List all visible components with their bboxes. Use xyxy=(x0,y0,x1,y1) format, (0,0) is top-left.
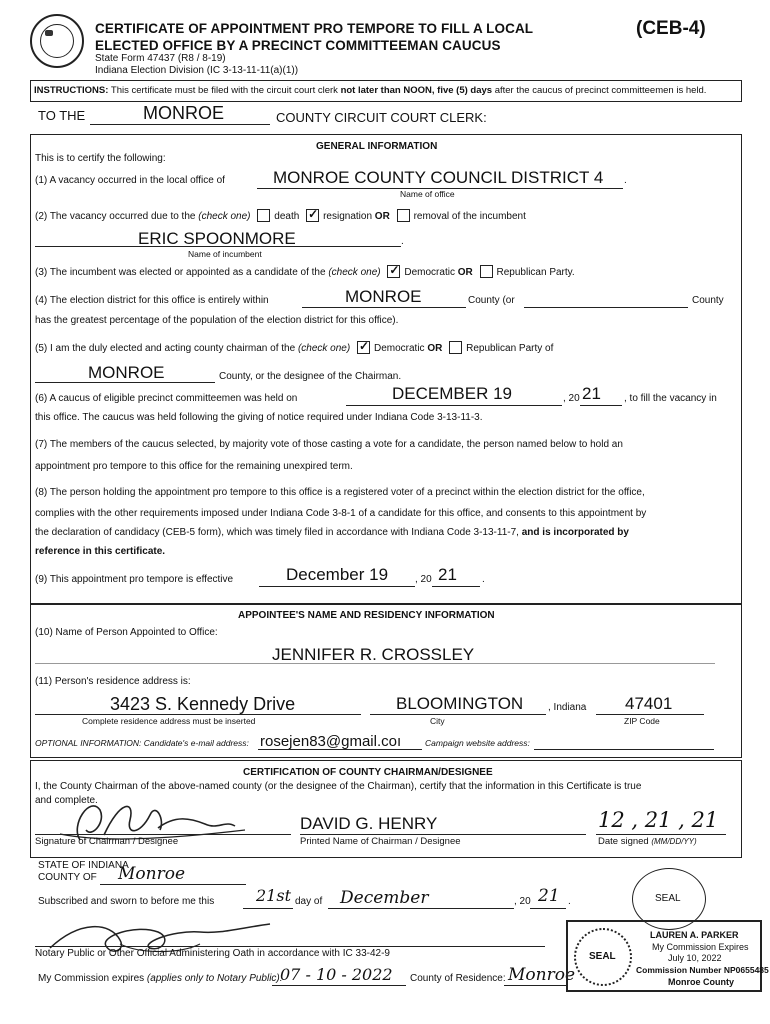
item8-line-4: reference in this certificate. xyxy=(35,546,166,557)
sworn-day: 21st xyxy=(256,886,291,905)
item9-label: (9) This appointment pro tempore is effective xyxy=(35,574,234,585)
date-signed-caption xyxy=(598,836,697,847)
sworn-day-underline xyxy=(243,908,293,909)
death-checkbox[interactable] xyxy=(257,209,270,222)
notary-stamp xyxy=(566,920,769,992)
general-heading: GENERAL INFORMATION xyxy=(316,141,438,152)
stamp-seal-text: SEAL xyxy=(589,951,616,962)
state-seal-logo xyxy=(30,14,84,68)
effective-date: December 19 xyxy=(286,565,389,584)
item8-line-3 xyxy=(35,527,629,538)
item4-label: (4) The election district for this office is entirely within xyxy=(35,295,269,306)
item8-line-1: (8) The person holding the appointment pro tempore to this office is a registered voter of a precinct within the election district for the office, xyxy=(35,487,645,498)
removal-checkbox[interactable] xyxy=(397,209,410,222)
death-option: death xyxy=(274,211,300,223)
appointee-name: JENNIFER R. CROSSLEY xyxy=(272,645,475,664)
optional-info-label: OPTIONAL INFORMATION: Candidate's e-mail address: xyxy=(35,738,249,748)
commission-date-underline xyxy=(272,985,406,986)
addressee-county: MONROE xyxy=(143,103,224,123)
notary-state: STATE OF INDIANA xyxy=(38,860,129,871)
item5-row xyxy=(35,342,553,355)
website-underline xyxy=(534,749,714,750)
sworn-month-underline xyxy=(328,908,514,909)
stamp-commission-number: Commission Number NP0655485 xyxy=(636,965,769,975)
effective-year-prefix: , 20 xyxy=(415,574,432,585)
item5-or: OR xyxy=(427,343,443,355)
county-word: County xyxy=(692,295,724,306)
item1-period: . xyxy=(624,175,627,186)
printed-name-caption: Printed Name of Chairman / Designee xyxy=(300,836,461,847)
item3-republican-checkbox[interactable] xyxy=(480,265,493,278)
removal-option: removal of the incumbent xyxy=(413,211,526,223)
item5-check-one: (check one) xyxy=(297,343,351,355)
incumbent-name: ERIC SPOONMORE xyxy=(138,229,296,248)
resignation-option: resignation xyxy=(323,211,373,223)
date-format: (MM/DD/YY) xyxy=(651,837,697,846)
city: BLOOMINGTON xyxy=(396,694,524,713)
sworn-year-underline xyxy=(530,908,566,909)
alt-county-underline xyxy=(524,307,688,308)
item8-line-2: complies with the other requirements imposed under Indiana Code 3-8-1 of a candidate for this office, and consents to this appointment by xyxy=(35,508,647,519)
form-title-line-1: CERTIFICATE OF APPOINTMENT PRO TEMPORE TO FILL A LOCAL xyxy=(95,21,534,36)
incumbent-caption: Name of incumbent xyxy=(188,249,262,259)
caucus-year: 21 xyxy=(582,384,601,403)
item6-line-2: this office. The caucus was held following the giving of notice required under Indiana Code 3-13-11-3. xyxy=(35,412,483,423)
street-address: 3423 S. Kennedy Drive xyxy=(110,694,296,714)
district-county: MONROE xyxy=(345,287,422,306)
state-form-number: State Form 47437 (R8 / 8-19) xyxy=(95,53,226,64)
website-label: Campaign website address: xyxy=(425,738,530,748)
signature-underline xyxy=(35,834,291,835)
item5-democratic: Democratic xyxy=(373,343,425,355)
caucus-date-underline xyxy=(346,405,562,406)
caucus-year-prefix: , 20 xyxy=(563,393,580,404)
general-intro: This is to certify the following: xyxy=(35,153,166,164)
item5-label: (5) I am the duly elected and acting county chairman of the xyxy=(35,343,296,355)
district-underline xyxy=(302,307,466,308)
item3-check-one: (check one) xyxy=(328,267,381,279)
zip-code: 47401 xyxy=(625,694,673,713)
or-label: OR xyxy=(374,211,390,223)
chairman-printed-name: DAVID G. HENRY xyxy=(300,814,438,833)
appointee-heading: APPOINTEE'S NAME AND RESIDENCY INFORMATION xyxy=(238,610,495,621)
zip-underline xyxy=(596,714,704,715)
instructions-text xyxy=(34,85,706,96)
item2-row xyxy=(35,210,526,223)
item8-line-3a: the declaration of candidacy (CEB-5 form), which was timely filed in accordance with Indiana Code 3-13-11-7, xyxy=(35,527,519,538)
office-name: MONROE COUNTY COUNCIL DISTRICT 4 xyxy=(273,168,604,187)
commission-label: My Commission expires xyxy=(38,973,145,984)
date-signed-underline xyxy=(596,834,726,835)
clerk-label: COUNTY CIRCUIT COURT CLERK: xyxy=(276,110,487,125)
sworn-period: . xyxy=(568,896,571,907)
effective-date-underline xyxy=(259,586,415,587)
item3-democratic-checkbox[interactable] xyxy=(387,265,400,278)
certification-line-1: I, the County Chairman of the above-named county (or the designee of the Chairman), certify that the information in this Certificate is true xyxy=(35,781,642,792)
item3-or: OR xyxy=(457,267,473,279)
residence-label: County of Residence: xyxy=(410,973,506,984)
seal-emblem xyxy=(45,30,53,36)
office-caption: Name of office xyxy=(400,189,455,199)
notary-county-underline xyxy=(100,884,246,885)
incumbent-period: . xyxy=(401,236,404,247)
item5-republican: Republican Party of xyxy=(466,343,554,355)
city-underline xyxy=(370,714,546,715)
item6-tail: , to fill the vacancy in xyxy=(624,393,717,404)
commission-date: 07 - 10 - 2022 xyxy=(280,965,393,984)
seal-label: SEAL xyxy=(655,893,681,904)
item5-republican-checkbox[interactable] xyxy=(449,341,462,354)
notary-mini-seal xyxy=(574,928,632,986)
item2-label: (2) The vacancy occurred due to the xyxy=(35,211,196,223)
instructions-label: INSTRUCTIONS: xyxy=(34,85,109,96)
item1-label: (1) A vacancy occurred in the local office of xyxy=(35,175,225,186)
item3-republican: Republican Party. xyxy=(496,267,575,279)
certification-line-2: and complete. xyxy=(35,795,98,806)
residence-underline xyxy=(504,985,566,986)
item3-row xyxy=(35,266,575,279)
stamp-name: LAUREN A. PARKER xyxy=(650,930,739,940)
sworn-month: December xyxy=(340,888,429,908)
signature-caption: Signature of Chairman / Designee xyxy=(35,836,179,847)
stamp-expires-label: My Commission Expires xyxy=(652,942,749,952)
instructions-deadline: not later than NOON, five (5) days xyxy=(340,85,493,96)
zip-caption: ZIP Code xyxy=(624,716,660,726)
item10-label: (10) Name of Person Appointed to Office: xyxy=(35,627,218,638)
item3-democratic: Democratic xyxy=(404,267,455,279)
commission-row xyxy=(38,973,283,984)
item3-label: (3) The incumbent was elected or appointed as a candidate of the xyxy=(35,267,326,279)
item5-democratic-checkbox[interactable] xyxy=(357,341,370,354)
officer-caption: Notary Public or Other Official Administering Oath in accordance with IC 33-42-9 xyxy=(35,948,390,959)
notary-county: Monroe xyxy=(118,864,186,884)
county-underline xyxy=(90,124,270,125)
item2-check-one: (check one) xyxy=(198,211,251,223)
item4-line-2: has the greatest percentage of the population of the election district for this office). xyxy=(35,315,399,326)
city-caption: City xyxy=(430,716,445,726)
certification-heading: CERTIFICATION OF COUNTY CHAIRMAN/DESIGNEE xyxy=(243,767,493,778)
sworn-day-of: day of xyxy=(295,896,323,907)
caucus-date: DECEMBER 19 xyxy=(392,384,512,403)
item11-label: (11) Person's residence address is: xyxy=(35,676,191,687)
division-citation: Indiana Election Division (IC 3-13-11-11(a)(1)) xyxy=(95,65,299,76)
item8-line-3b: and is incorporated by xyxy=(521,527,629,538)
sworn-label: Subscribed and sworn to before me this xyxy=(38,896,215,907)
stamp-expires-date: July 10, 2022 xyxy=(668,953,722,963)
item6-label: (6) A caucus of eligible precinct committeemen was held on xyxy=(35,393,298,404)
county-or-label: County (or xyxy=(468,295,515,306)
sworn-year: 21 xyxy=(538,886,560,906)
state-label: , Indiana xyxy=(548,702,587,713)
sworn-year-prefix: , 20 xyxy=(514,896,531,907)
candidate-email: rosejen83@gmail.coı xyxy=(260,733,402,750)
item7-line-2: appointment pro tempore to this office for the remaining unexpired term. xyxy=(35,461,353,472)
form-title-line-2: ELECTED OFFICE BY A PRECINCT COMMITTEEMAN CAUCUS xyxy=(95,38,501,53)
effective-period: . xyxy=(482,574,485,585)
effective-year: 21 xyxy=(438,565,457,584)
instructions-text-a: This certificate must be filed with the circuit court clerk xyxy=(110,85,338,96)
printed-name-underline xyxy=(300,834,586,835)
effective-year-underline xyxy=(432,586,480,587)
date-caption-text: Date signed xyxy=(598,836,649,847)
street-caption: Complete residence address must be inserted xyxy=(82,716,256,726)
item5-line-2: County, or the designee of the Chairman. xyxy=(219,371,402,382)
form-id: (CEB-4) xyxy=(636,18,706,39)
item7-line-1: (7) The members of the caucus selected, by majority vote of those casting a vote for a candidate, the person named below to hold an xyxy=(35,439,623,450)
notary-county-label: COUNTY OF xyxy=(38,872,97,883)
stamp-county: Monroe County xyxy=(668,977,734,987)
commission-note: (applies only to Notary Public): xyxy=(146,973,283,984)
to-the-label: TO THE xyxy=(38,108,86,123)
instructions-text-c: after the caucus of precinct committeemen is held. xyxy=(494,85,707,96)
notary-signature-underline xyxy=(35,946,545,947)
caucus-year-underline xyxy=(580,405,622,406)
chair-county: MONROE xyxy=(88,363,165,382)
residence-county: Monroe xyxy=(508,965,576,985)
resignation-checkbox[interactable] xyxy=(306,209,319,222)
date-signed: 12 , 21 , 21 xyxy=(598,808,719,832)
seal-inner-ring xyxy=(40,24,74,58)
